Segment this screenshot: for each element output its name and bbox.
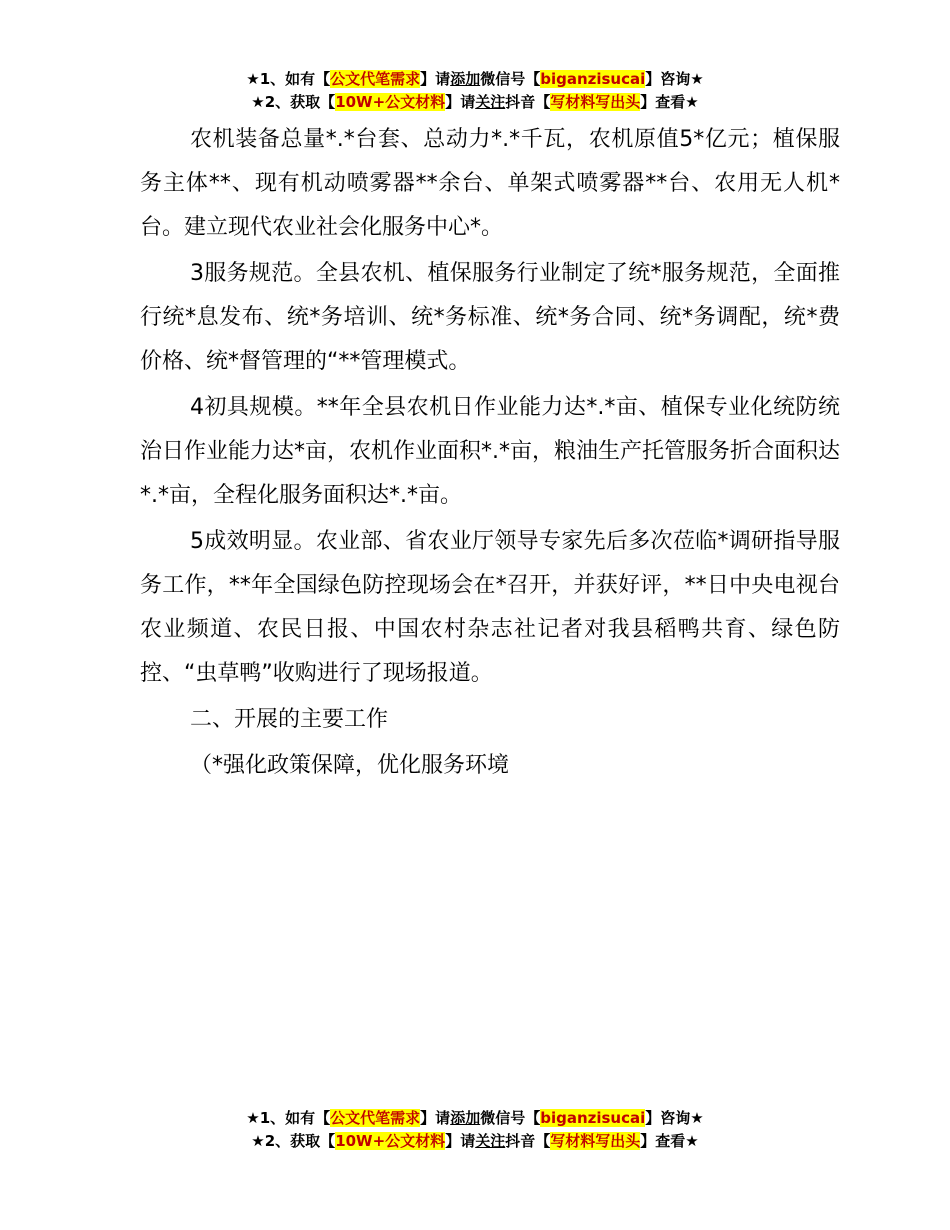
banner-highlight: biganzisucai [540,70,646,88]
banner-text: 微信号【 [480,70,541,88]
banner-text: 】查看★ [640,93,699,111]
banner-highlight: 10W+公文材料 [335,93,446,111]
banner-highlight: 10W+公文材料 [335,1132,446,1150]
subsection-heading: （*强化政策保障，优化服务环境 [190,753,510,778]
banner-line-2 [0,1130,950,1153]
banner-text: 】查看★ [640,1132,699,1150]
banner-text: 】请 [420,70,451,88]
banner-line-2 [0,91,950,114]
footer-banner [0,1107,950,1153]
banner-underline: 关注 [475,1132,506,1150]
banner-line-1 [0,68,950,91]
banner-underline: 关注 [475,93,506,111]
document-body [140,118,840,788]
banner-text: 】请 [445,93,476,111]
banner-text: ★2、获取【 [251,1132,336,1150]
banner-text: 】咨询★ [645,1109,704,1127]
banner-underline: 添加 [450,1109,481,1127]
banner-text: ★1、如有【 [246,1109,331,1127]
banner-underline: 添加 [450,70,481,88]
banner-text: 微信号【 [480,1109,541,1127]
header-banner [0,68,950,114]
banner-text: 】请 [420,1109,451,1127]
banner-text: 】请 [445,1132,476,1150]
banner-highlight: 公文代笔需求 [330,1109,421,1127]
section-heading: 二、开展的主要工作 [190,707,389,732]
banner-text: 抖音【 [505,93,551,111]
paragraph: 5成效明显。农业部、省农业厅领导专家先后多次莅临*调研指导服务工作，**年全国绿色防控现场会在*召开，并获好评，**日中央电视台农业频道、农民日报、中国农村杂志社记者对我县稻鸭共育、绿色防控、“虫草鸭”收购进行了现场报道。 [140,529,840,686]
banner-text: 抖音【 [505,1132,551,1150]
banner-highlight: biganzisucai [540,1109,646,1127]
banner-line-1 [0,1107,950,1130]
banner-text: 】咨询★ [645,70,704,88]
banner-highlight: 写材料写出头 [550,93,641,111]
paragraph: 3服务规范。全县农机、植保服务行业制定了统*服务规范，全面推行统*息发布、统*务培训、统*务标准、统*务合同、统*务调配，统*费价格、统*督管理的“**管理模式。 [140,261,840,374]
banner-highlight: 写材料写出头 [550,1132,641,1150]
banner-text: ★1、如有【 [246,70,331,88]
paragraph: 农机装备总量*.*台套、总动力*.*千瓦，农机原值5*亿元；植保服务主体**、现有机动喷雾器**余台、单架式喷雾器**台、农用无人机*台。建立现代农业社会化服务中心*。 [140,127,840,240]
banner-text: ★2、获取【 [251,93,336,111]
paragraph: 4初具规模。**年全县农机日作业能力达*.*亩、植保专业化统防统治日作业能力达*亩，农机作业面积*.*亩，粮油生产托管服务折合面积达*.*亩，全程化服务面积达*.*亩。 [140,395,840,508]
banner-highlight: 公文代笔需求 [330,70,421,88]
